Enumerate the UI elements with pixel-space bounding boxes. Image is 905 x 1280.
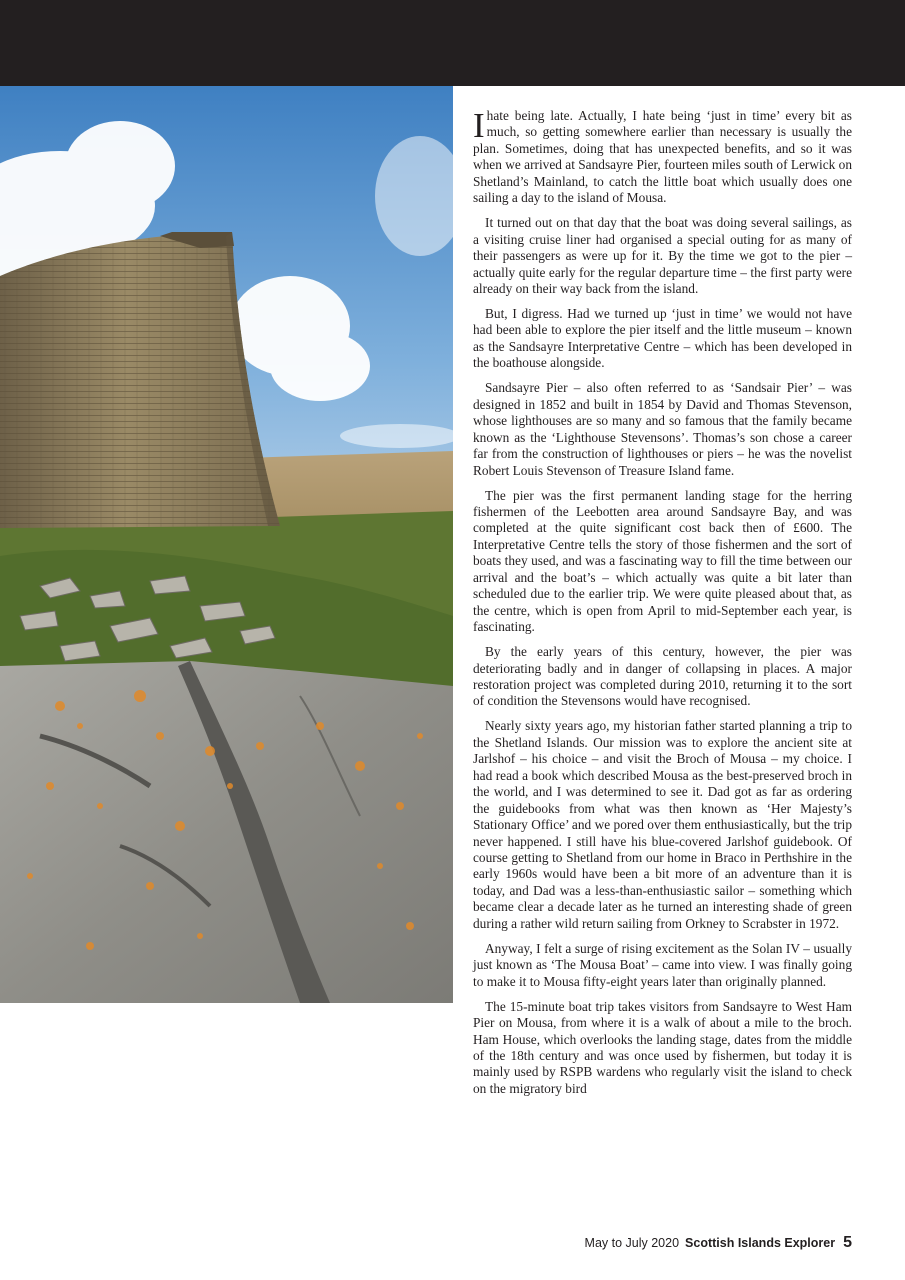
article-paragraph: By the early years of this century, however, the pier was deteriorating badly and in danger of collapsing in places. A major restoration project was completed during 2010, returning it to the sort of condition the Stevensons would have recognised. <box>473 644 852 709</box>
article-paragraph: Anyway, I felt a surge of rising excitement as the Solan IV – usually just known as ‘The Mousa Boat’ – came into view. I was finally going to make it to Mousa fifty-eight years later than originally planned. <box>473 940 852 989</box>
drop-cap: I <box>473 106 485 145</box>
top-color-band <box>0 0 905 86</box>
article-paragraph: The 15-minute boat trip takes visitors from Sandsayre to West Ham Pier on Mousa, from where it is a walk of about a mile to the broch. Ham House, which overlooks the landing stage, dates from the middle of the 18th century and was once used by fishermen, but today it is mainly used by RSPB wardens who regularly visit the island to check on the migratory bird <box>473 998 852 1096</box>
paragraph-text: hate being late. Actually, I hate being ‘just in time’ every bit as much, so getting somewhere earlier than necessary is usually the plan. Sometimes, doing that has unexpected benefits, and so it was when we arrived at Sandsayre Pier, fourteen miles south of Lerwick on Shetland’s Mainland, to catch the little boat which usually does one sailing a day to the island of Mousa. <box>473 108 852 206</box>
issue-date: May to July 2020 <box>584 1236 680 1250</box>
broch-photo <box>0 86 453 1003</box>
broch-illustration <box>0 86 453 1003</box>
article-paragraph: The pier was the first permanent landing stage for the herring fishermen of the Leebotten area around Sandsayre Bay, and was completed at the quite significant cost back then of £600. The Interpretative Centre tells the story of those fishermen and the sort of boats they used, and was a fascinating way to fill the time between our arrival and the boat’s – which actually was quite a bit later than scheduled due to the earlier trip. We were quite pleased about that, as the centre, which is open from April to mid-September each year, is fascinating. <box>473 487 852 635</box>
article-paragraph: But, I digress. Had we turned up ‘just in time’ we would not have had been able to explore the pier itself and the little museum – known as the Sandsayre Interpretative Centre – which has been developed in the boathouse alongside. <box>473 305 852 371</box>
article-body <box>473 108 852 1106</box>
article-paragraph: Nearly sixty years ago, my historian father started planning a trip to the Shetland Islands. Our mission was to explore the ancient site at Jarlshof – his choice – and visit the Broch of Mousa – my choice. I had read a book which described Mousa as the best-preserved broch in the world, and I was determined to see it. Dad got as far as ordering the guidebooks from what was then known as ‘Her Majesty’s Stationary Office’ and we pored over them enthusiastically, but the trip never happened. I still have his blue-covered Jarlshof guidebook. Of course getting to Shetland from our home in Braco in Perthshire in the early 1960s would have been a bit more of an adventure than it is today, and Dad was a less-than-enthusiastic sailor – something which became clear a decade later as he turned an interesting shade of green during a rather wild return sailing from Orkney to Scrabster in 1972. <box>473 718 852 931</box>
article-paragraph: Sandsayre Pier – also often referred to as ‘Sandsair Pier’ – was designed in 1852 and built in 1854 by David and Thomas Stevenson, whose lighthouses are so many and so famous that the family became known as the ‘Lighthouse Stevensons’. Thomas’s son chose a career far from the construction of lighthouses or piers – he was the novelist Robert Louis Stevenson of Treasure Island fame. <box>473 380 852 478</box>
page-number: 5 <box>843 1234 852 1251</box>
article-paragraph: It turned out on that day that the boat was doing several sailings, as a visiting cruise liner had organised a special outing for as many of their passengers as were up for it. By the time we got to the pier – actually quite early for the regular departure time – the first party were already on their way back from the island. <box>473 215 852 297</box>
magazine-title: Scottish Islands Explorer <box>685 1236 836 1250</box>
article-paragraph <box>473 108 852 207</box>
page-footer <box>585 1234 852 1252</box>
